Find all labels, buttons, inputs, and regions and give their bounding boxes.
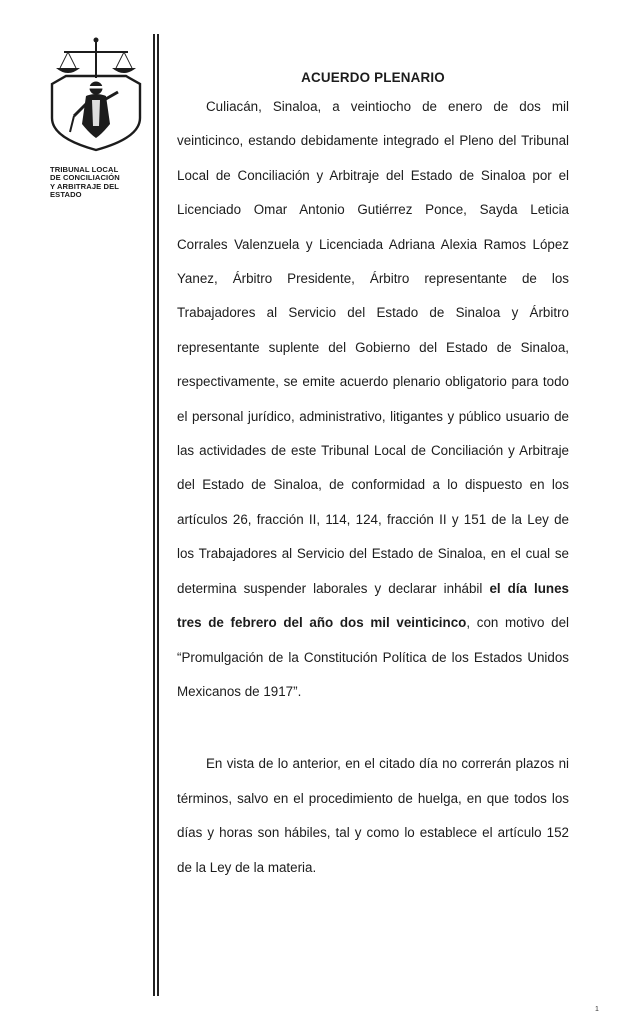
- organization-name: [50, 166, 150, 200]
- margin-rule-right: [157, 34, 159, 996]
- paragraph-main-highlight-date: el día lunes tres de febrero del año dos mil veinticinco: [177, 580, 569, 631]
- scales-of-justice-seal-icon: [44, 34, 148, 152]
- organization-name-line: TRIBUNAL LOCAL: [50, 165, 119, 174]
- paragraph-closing: En vista de lo anterior, en el citado día no correrán plazos ni términos, salvo en el procedimiento de huelga, en que todos los días y horas son hábiles, tal y como lo establece el artículo 152 de la Ley de la materia.: [177, 756, 569, 875]
- document-title: ACUERDO PLENARIO: [301, 70, 445, 85]
- paragraph-main: [177, 90, 569, 709]
- organization-name-line: ESTADO: [50, 190, 82, 200]
- organization-name-line: Y ARBITRAJE DEL: [50, 181, 120, 191]
- paragraph-main-intro: Culiacán, Sinaloa, a veintiocho de enero de dos mil veinticinco, estando debidamente integrado el Pleno del Tribunal Local de Conciliación y Arbitraje del Estado de Sinaloa por el Licenciado Omar Antonio Gutiérrez Ponce, Sayda Leticia Corrales Valenzuela y Licenciada Adriana Alexia Ramos López Yanez, Árbitro Presidente, Árbitro representante de los Trabajadores al Servicio del Estado de Sinaloa y Árbitro representante suplente del Gobierno del Estado de Sinaloa, respectivamente, se emite acuerdo plenario obligatorio para todo el personal jurídico, administrativo, litigantes y público usuario de las actividades de este Tribunal Local de Conciliación y Arbitraje del Estado de Sinaloa, de conformidad a lo dispuesto en los artículos 26, fracción II, 114, 124, fracción II y 151 de la Ley de los Trabajadores al Servicio del Estado de Sinaloa, en el cual se determina suspender laborales y declarar inhábil: [177, 99, 569, 596]
- margin-rule-left: [153, 34, 155, 996]
- paragraph-main-outro: , con motivo del “Promulgación de la Constitución Política de los Estados Unidos Mexicanos de 1917”.: [177, 615, 570, 699]
- organization-name-line: DE CONCILIACIÓN: [50, 173, 120, 183]
- page-number: 1: [595, 1006, 599, 1013]
- document-body: [177, 66, 569, 885]
